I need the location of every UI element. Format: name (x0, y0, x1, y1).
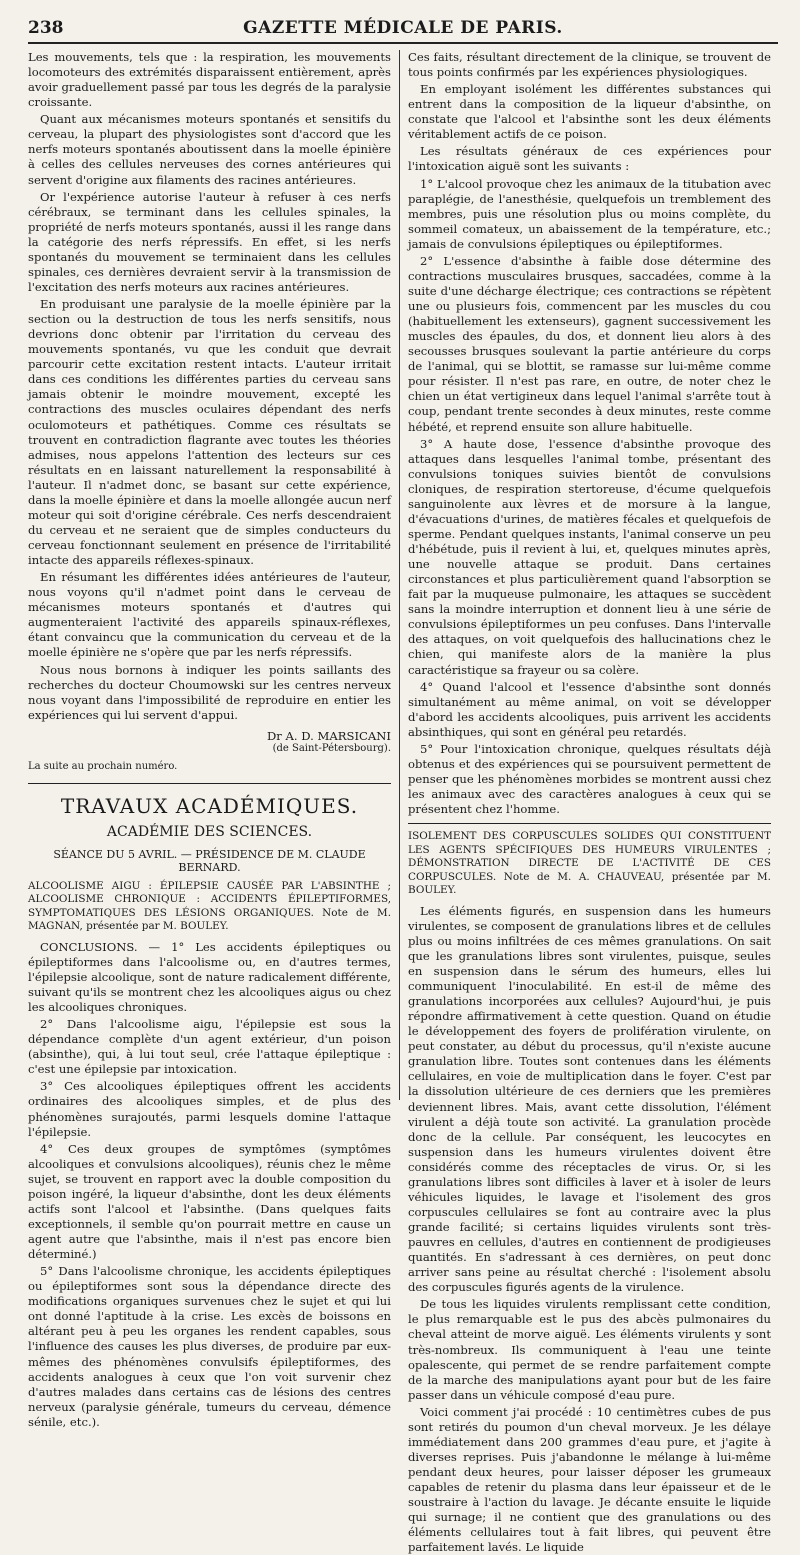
two-column-body (28, 50, 778, 1555)
paragraph: 5° Pour l'intoxication chronique, quelques résultats déjà obtenus et des expériences qui se poursuivent permettent de penser que les phénomènes morbides se montrent aussi chez les animaux avec des caractères analogues à ceux qui se présentent chez l'homme. (408, 741, 771, 817)
session-heading: SÉANCE DU 5 AVRIL. — PRÉSIDENCE DE M. CLAUDE BERNARD. (53, 847, 366, 874)
paragraph: 5° Dans l'alcoolisme chronique, les accidents épileptiques ou épileptiformes sont sous la dépendance directe des modifications organiques survenues chez le sujet et qui lui ont donné l'aptitude à la crise. Les excès de boissons en altérant peu à peu les organes les rendent capables, sous l'influence des causes les plus diverses, de produire par eux-mêmes des phénomènes convulsifs épileptiformes, des accidents analogues à ceux que l'on voit survenir chez d'autres malades dans certains cas de lésions des centres nerveux (paralysie générale, tumeurs du cerveau, démence sénile, etc.). (28, 1264, 391, 1429)
paragraph: 1° L'alcool provoque chez les animaux de la titubation avec paraplégie, de l'anesthésie, quelquefois un tremblement des membres, puis une résolution plus ou moins complète, du sommeil comateux, un abaissement de la température, etc.; jamais de convulsions épileptiques ou épileptiformes. (408, 176, 771, 251)
signature-name: Dr A. D. MARSICANI (267, 728, 391, 743)
continuation-note: La suite au prochain numéro. (28, 760, 178, 772)
right-column (400, 50, 771, 1555)
paragraph: En employant isolément les différentes substances qui entrent dans la composition de la liqueur d'absinthe, on constate que l'alcool et l'absinthe sont les deux éléments véritablement actifs de ce poison. (408, 82, 771, 142)
paragraph: Nous nous bornons à indiquer les points saillants des recherches du docteur Choumowski sur les centres nerveux nous voyant dans l'impossibilité de reproduire en entier les expériences qui lui servent d'appui. (28, 662, 391, 722)
paragraph: 3° Ces alcooliques épileptiques offrent les accidents ordinaires des alcooliques simples, et de plus des phénomènes surajoutés, parmi lesquels domine l'attaque l'épilepsie. (28, 1079, 391, 1139)
divider (408, 823, 771, 824)
page-number: 238 (28, 18, 64, 38)
section-title: TRAVAUX ACADÉMIQUES. (28, 783, 391, 818)
paragraph: 3° A haute dose, l'essence d'absinthe provoque des attaques dans lesquelles l'animal tombe, présentant des convulsions toniques suivies bientôt de convulsions cloniques, de respiration stertoreuse, d'écume quelquefois sanguinolente aux lèvres et de morsure à la langue, d'évacuations d'urines, de matières fécales et quelquefois de sperme. Pendant quelques instants, l'animal conserve un peu d'hébétude, puis il revient à lui, et, quelques minutes après, une nouvelle attaque se produit. Dans certaines circonstances et plus particulièrement quand l'absorption se fait par la muqueuse pulmonaire, les attaques se succèdent sans la moindre interruption et donnent lieu à une série de convulsions épileptiformes un peu confuses. Dans l'intervalle des attaques, on voit quelquefois des hallucinations chez le chien, qui manifeste alors de la manière la plus caractéristique sa frayeur ou sa colère. (408, 436, 771, 677)
paragraph: Les mouvements, tels que : la respiration, les mouvements locomoteurs des extrémités disparaissent entièrement, après avoir graduellement passé par tous les degrés de la paralysie croissante. (28, 50, 391, 110)
page-header (28, 18, 778, 44)
paragraph: 2° Dans l'alcoolisme aigu, l'épilepsie est sous la dépendance complète d'un agent extérieur, d'un poison (absinthe), qui, à lui tout seul, crée l'attaque épileptique : c'est une épilepsie par intoxication. (28, 1017, 391, 1077)
paragraph: Voici comment j'ai procédé : 10 centimètres cubes de pus sont retirés du poumon d'un cheval morveux. Je les délaye immédiatement dans 200 grammes d'eau pure, et j'agite à diverses reprises. Puis j'abandonne le mélange à lui-même pendant deux heures, pour laisser déposer les grumeaux capables de retenir du plasma dans leur épaisseur et de le soustraire à l'action du lavage. Je décante ensuite le liquide qui surnage; il ne contient que des granulations ou des éléments cellulaires tout à fait libres, qui peuvent être parfaitement lavés. Le liquide (408, 1404, 771, 1555)
paragraph: Quant aux mécanismes moteurs spontanés et sensitifs du cerveau, la plupart des physiologistes sont d'accord que les nerfs moteurs spontanés aboutissent dans la moelle épinière à celles des cellules nerveuses des cornes antérieures qui servent d'origine aux filaments des racines antérieures. (28, 112, 391, 187)
paragraph: En produisant une paralysie de la moelle épinière par la section ou la destruction de tous les nerfs sensitifs, nous devrions donc obtenir par l'irritation du cerveau des mouvements spontanés, vu que les conduit que devrait parcourir cette excitation restent intacts. L'auteur irritait dans ces conditions les différentes parties du cerveau sans jamais obtenir le moindre mouvement, excepté les contractions des muscles oculaires dépendant des nerfs oculomoteurs et pathétiques. Comme ces résultats se trouvent en contradiction flagrante avec toutes les théories admises, nous appelons l'attention des lecteurs sur ces résultats en en laissant naturellement la responsabilité à l'auteur. Il n'admet donc, se basant sur cette expérience, dans la moelle épinière et dans la moelle allongée aucun nerf moteur qui soit d'origine cérébrale. Ces nerfs descendraient du cerveau et ne seraient que de simples conducteurs du cerveau fonctionnant seulement en présence de l'irritabilité intacte des appareils réflexes-spinaux. (28, 297, 391, 568)
author-signature (28, 729, 391, 754)
paragraph: 4° Ces deux groupes de symptômes (symptômes alcooliques et convulsions alcooliques), réunis chez le même sujet, se trouvent en rapport avec la double composition du poison ingéré, la liqueur d'absinthe, dont les deux éléments actifs sont l'alcool et l'absinthe. (Dans quelques faits exceptionnels, il semble qu'on pourrait mettre en cause un agent autre que l'absinthe, mais il n'est pas encore bien déterminé.) (28, 1141, 391, 1262)
academy-heading: ACADÉMIE DES SCIENCES. (106, 823, 313, 840)
signature-affiliation: (de Saint-Pétersbourg). (272, 742, 391, 754)
paragraph: CONCLUSIONS. — 1° Les accidents épileptiques ou épileptiformes dans l'alcoolisme ou, en d'autres termes, l'épilepsie alcoolique, sont de nature radicalement différente, suivant qu'ils se montrent chez les alcooliques aigus ou chez les alcooliques chroniques. (28, 939, 391, 1015)
note-title: ALCOOLISME AIGU : ÉPILEPSIE CAUSÉE PAR L'ABSINTHE ; ALCOOLISME CHRONIQUE : ACCIDENTS ÉPILEPTIFORMES, SYMPTOMATIQUES DES LÉSIONS ORGANIQUES. Note de M. MAGNAN, présentée par M. BOULEY. (28, 879, 391, 933)
note-title: ISOLEMENT DES CORPUSCULES SOLIDES QUI CONSTITUENT LES AGENTS SPÉCIFIQUES DES HUMEURS VIRULENTES ; DÉMONSTRATION DIRECTE DE L'ACTIVITÉ DE CES CORPUSCULES. Note de M. A. CHAUVEAU, présentée par M. BOULEY. (408, 830, 771, 897)
paragraph: Ces faits, résultant directement de la clinique, se trouvent de tous points confirmés par les expériences physiologiques. (408, 50, 771, 80)
paragraph: Les résultats généraux de ces expériences pour l'intoxication aiguë sont les suivants : (408, 144, 771, 174)
paragraph: De tous les liquides virulents remplissant cette condition, le plus remarquable est le pus des abcès pulmonaires du cheval atteint de morve aiguë. Les éléments virulents y sont très-nombreux. Ils communiquent à l'eau une teinte opalescente, qui permet de se rendre parfaitement compte de la marche des manipulations ayant pour but de les faire passer dans un véhicule composé d'eau pure. (408, 1297, 771, 1402)
paragraph: Or l'expérience autorise l'auteur à refuser à ces nerfs cérébraux, se terminant dans les cellules spinales, la propriété de nerfs moteurs spontanés, aussi il les range dans la catégorie des nerfs répressifs. En effet, si les nerfs spontanés du mouvement se terminaient dans les cellules spinales, ces dernières devraient servir à la transmission de l'excitation des nerfs moteurs aux racines antérieures. (28, 189, 391, 294)
paragraph: 2° L'essence d'absinthe à faible dose détermine des contractions musculaires brusques, saccadées, comme à la suite d'une décharge électrique; ces contractions se répètent une ou plusieurs fois, commencent par les muscles du cou (habituellement les extenseurs), gagnent successivement les muscles des épaules, du dos, et donnent lieu alors à des secousses brusques soulevant la partie antérieure du corps de l'animal, qui se blottit, se ramasse sur lui-même comme pour résister. Il n'est pas rare, en outre, de noter chez le chien un état vertigineux dans lequel l'animal s'arrête tout à coup, pendant trente secondes à deux minutes, reste comme hébété, et reprend ensuite son allure habituelle. (408, 253, 771, 434)
journal-title: GAZETTE MÉDICALE DE PARIS. (243, 18, 563, 38)
paragraph: Les éléments figurés, en suspension dans les humeurs virulentes, se composent de granulations libres et de cellules plus ou moins infiltrées de ces mêmes granulations. On sait que les granulations libres sont virulentes, puisque, seules en suspension dans le sérum des humeurs, elles lui communiquent l'inoculabilité. En est-il de même des granulations incorporées aux cellules? Aujourd'hui, je puis répondre affirmativement à cette question. Quand on étudie le développement des foyers de prolifération virulente, on peut constater, au début du processus, qu'il n'existe aucune granulation libre. Toutes sont contenues dans les éléments cellulaires, en voie de multiplication dans le foyer. C'est par la dissolution ultérieure de ces derniers que les premières deviennent libres. Mais, avant cette dissolution, l'élément virulent a déjà toute son activité. La granulation procède donc de la cellule. Par conséquent, les leucocytes en suspension dans les humeurs virulentes doivent être considérés comme des réceptacles de virus. Or, si les granulations libres sont difficiles à laver et à isoler de leurs véhicules liquides, le lavage et l'isolement des gros corpuscules cellulaires se font au contraire avec la plus grande facilité; si certains liquides virulents sont très-pauvres en cellules, d'autres en contiennent de prodigieuses quantités. En s'adressant à ces dernières, on peut donc arriver sans peine au résultat cherché : l'isolement absolu des corpuscules figurés agents de la virulence. (408, 903, 771, 1295)
paragraph: 4° Quand l'alcool et l'essence d'absinthe sont donnés simultanément au même animal, on voit se développer d'abord les accidents alcooliques, puis arrivent les accidents absinthiques, qui sont en général peu retardés. (408, 679, 771, 739)
paragraph: En résumant les différentes idées antérieures de l'auteur, nous voyons qu'il n'admet point dans le cerveau de mécanismes moteurs spontanés et d'autres qui augmenteraient l'activité des appareils spinaux-réflexes, étant convaincu que la communication du cerveau et de la moelle épinière ne s'opère que par les nerfs répressifs. (28, 570, 391, 660)
left-column (28, 50, 399, 1429)
